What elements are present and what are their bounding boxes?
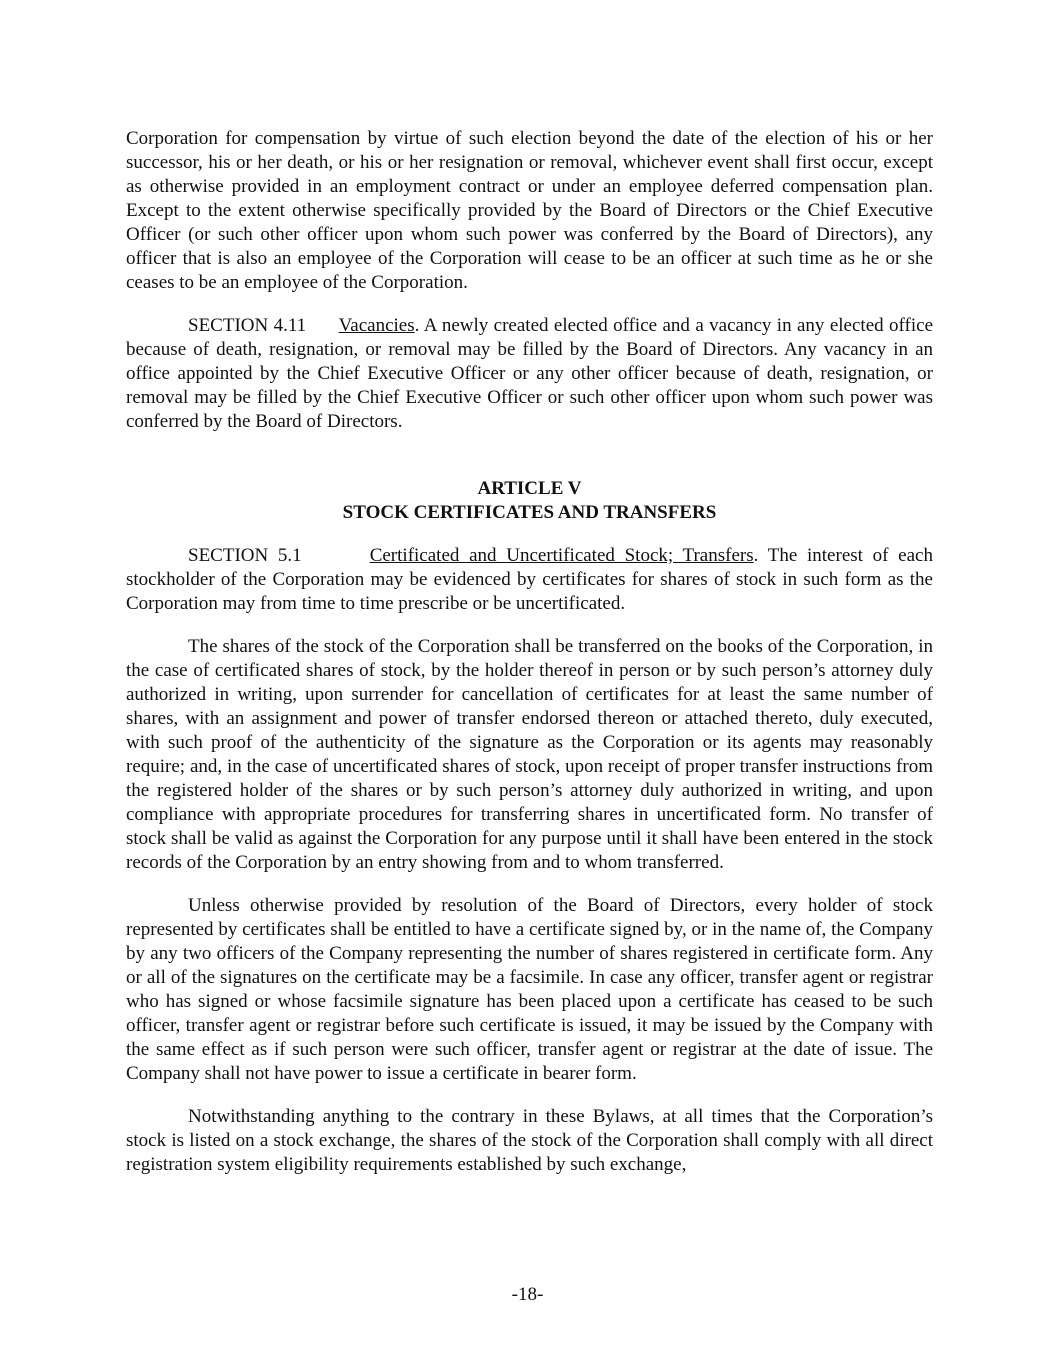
article-heading: [126, 477, 933, 525]
paragraph-continuation: Corporation for compensation by virtue of such election beyond the date of the election of his or her successor, his or her death, or his or her resignation or removal, whichever event shall first occur, except as otherwise provided in an employment contract or under an employee deferred compensation plan. Except to the extent otherwise specifically provided by the Board of Directors or the Chief Executive Officer (or such other officer upon whom such power was conferred by the Board of Directors), any officer that is also an employee of the Corporation will cease to be an officer at such time as he or she ceases to be an employee of the Corporation.: [126, 128, 933, 293]
paragraph-notwithstanding: Notwithstanding anything to the contrary in these Bylaws, at all times that the Corporation’s stock is listed on a stock exchange, the shares of the stock of the Corporation shall comply with all direct registration system eligibility requirements established by such exchange,: [126, 1106, 933, 1175]
section-5-1: [126, 544, 933, 616]
section-4-11-title: Vacancies: [338, 315, 415, 336]
section-5-1-number: SECTION 5.1: [188, 545, 302, 566]
section-4-11-number: SECTION 4.11: [188, 315, 307, 336]
page-number: -18-: [511, 1284, 544, 1305]
paragraph-certificates: Unless otherwise provided by resolution of the Board of Directors, every holder of stock represented by certificates shall be entitled to have a certificate signed by, or in the name of, the Company by any two officers of the Company representing the number of shares registered in certificate form. Any or all of the signatures on the certificate may be a facsimile. In case any officer, transfer agent or registrar who has signed or whose facsimile signature has been placed upon a certificate has ceased to be such officer, transfer agent or registrar before such certificate is issued, it may be issued by the Company with the same effect as if such person were such officer, transfer agent or registrar at the date of issue. The Company shall not have power to issue a certificate in bearer form.: [126, 895, 933, 1084]
section-4-11-body: . A newly created elected office and a vacancy in any elected office because of death, resignation, or removal may be filled by the Board of Directors. Any vacancy in an office appointed by the Chief Executive Officer or any other officer because of death, resignation, or removal may be filled by the Chief Executive Officer or such other officer upon whom such power was conferred by the Board of Directors.: [126, 315, 933, 432]
document-page: [126, 127, 933, 1177]
section-4-11: [126, 314, 933, 434]
article-title: STOCK CERTIFICATES AND TRANSFERS: [342, 502, 717, 523]
section-5-1-title: Certificated and Uncertificated Stock; Transfers: [369, 545, 754, 566]
article-number: ARTICLE V: [477, 478, 582, 499]
paragraph-transfer: The shares of the stock of the Corporation shall be transferred on the books of the Corporation, in the case of certificated shares of stock, by the holder thereof in person or by such person’s attorney duly authorized in writing, upon surrender for cancellation of certificates for at least the same number of shares, with an assignment and power of transfer endorsed thereon or attached thereto, duly executed, with such proof of the authenticity of the signature as the Corporation or its agents may reasonably require; and, in the case of uncertificated shares of stock, upon receipt of proper transfer instructions from the registered holder of the shares or by such person’s attorney duly authorized in writing, and upon compliance with appropriate procedures for transferring shares in uncertificated form. No transfer of stock shall be valid as against the Corporation for any purpose until it shall have been entered in the stock records of the Corporation by an entry showing from and to whom transferred.: [126, 636, 933, 873]
section-5-1-body: . The interest of each stockholder of the Corporation may be evidenced by certificates for shares of stock in such form as the Corporation may from time to time prescribe or be uncertificated.: [126, 545, 933, 614]
